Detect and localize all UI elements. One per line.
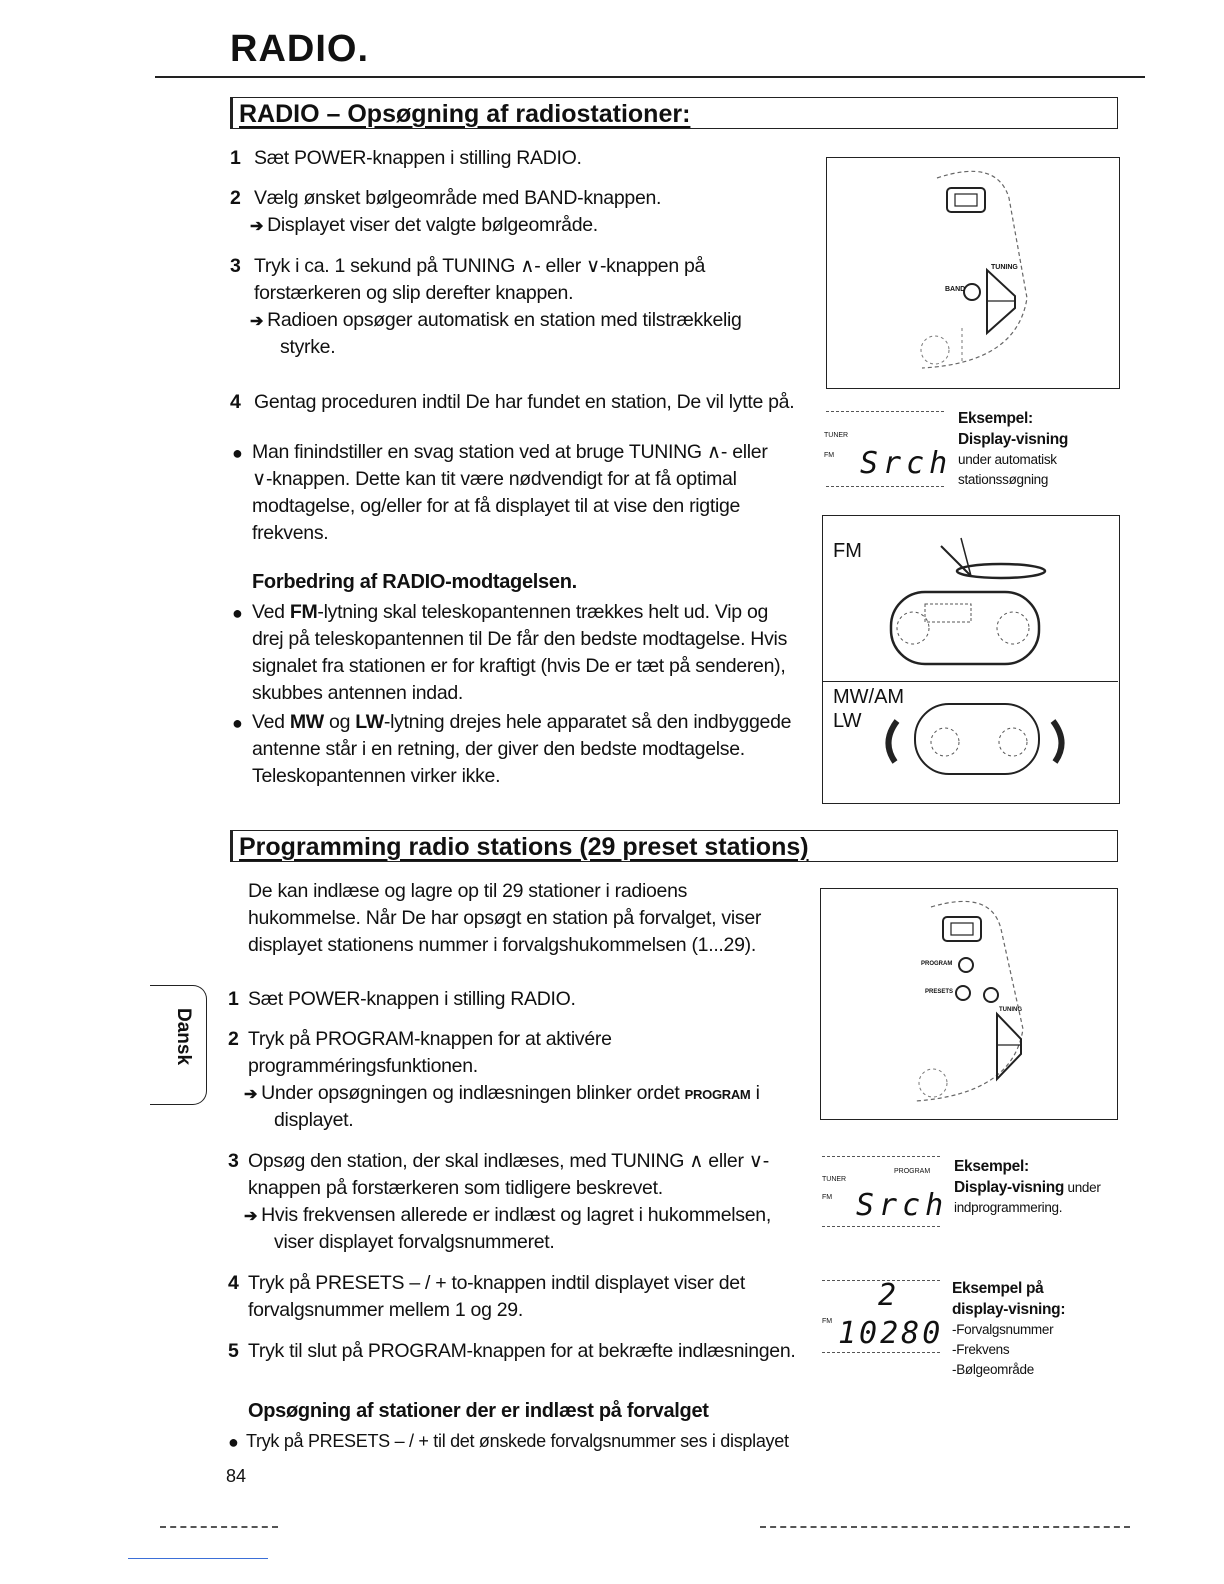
control-panel-drawing [827,158,1118,387]
lcd-fm-label: FM [822,1318,833,1325]
step-3: 3 Tryk i ca. 1 sekund på TUNING ∧- eller ∨-knappen på forstærkeren og slip derefter knappen. ➔ Radioen opsøger automatisk en station med tilstrækkelig styrke. [230,255,742,358]
prog-step-4: 4 Tryk på PRESETS – / + to-knappen indtil displayet viser det forvalgsnummer mellem 1 og 29. [228,1272,745,1321]
figure-antenna [822,515,1120,804]
radio-icon [891,592,1039,664]
lcd-fm-label: FM [822,1194,833,1201]
bullet-icon: ● [232,713,243,733]
lcd-srch-text: Srch [856,1188,949,1223]
step-3-result: ➔ Radioen opsøger automatisk en station med tilstrækkelig [250,309,742,331]
display-icon [947,188,985,212]
programming-intro: De kan indlæse og lagre op til 29 stationer i radioens hukommelse. Når De har opsøgt en station på forvalget, viser displayet stationens nummer i forvalgshukommelsen (1...29). [248,880,762,956]
arrow-right-icon: ➔ [250,313,264,330]
lcd-preset-number: 2 [878,1278,897,1313]
lcd-srch-text: Srch [860,446,953,481]
band-button-icon [964,284,980,300]
scan-artifact-line [760,1526,1130,1528]
tuning-label: TUNING [999,1007,1022,1013]
presets-label: PRESETS [925,989,954,995]
prog-step-1: 1 Sæt POWER-knappen i stilling RADIO. [228,988,576,1010]
lcd-program-label: PROGRAM [894,1168,931,1175]
arrow-right-icon: ➔ [244,1086,258,1103]
fm-label: FM [833,540,862,562]
step-4: 4 Gentag proceduren indtil De har fundet en station, De vil lytte på. [230,391,795,413]
lcd-bottom-rule [822,1226,940,1227]
page-number: 84 [226,1466,247,1486]
prog-step-5: 5 Tryk til slut på PROGRAM-knappen for at bekræfte indlæsningen. [228,1340,796,1362]
lcd-tuner-label: TUNER [824,432,849,439]
rotate-left-icon [888,721,897,762]
language-tab [150,985,207,1105]
band-label: BAND [945,286,966,293]
prog-step-2: 2 Tryk på PROGRAM-knappen for at aktivére programméringsfunktionen. ➔ Under opsøgningen og indlæsningen blinker ordet PROGRAM i displayet. [228,1028,760,1131]
tuning-button-icon [997,1014,1021,1079]
subheading-presets: Opsøgning af stationer der er indlæst på forvalget [248,1400,709,1422]
lcd-fm-label: FM [824,452,835,459]
scan-artifact-blue-line [128,1558,268,1559]
lcd-tuner-label: TUNER [822,1176,847,1183]
bullet-fine-tuning: ● Man finindstiller en svag station ved at bruge TUNING ∧- eller ∨-knappen. Dette kan tit være nødvendigt for at få optimal modtagelse, og/eller for at få displayet til at vise den rigtige frekvens. [232,441,768,544]
prog-step-3: 3 Opsøg den station, der skal indlæses, med TUNING ∧ eller ∨- knappen på forstærkeren som tidligere beskrevet. ➔ Hvis frekvensen allerede er indlæst og lagret i hukommelsen, viser displayet forvalgsnummeret. [228,1150,771,1253]
radio-icon-2 [915,704,1039,774]
section-heading-programming: Programming radio stations (29 preset stations) [230,830,1118,862]
lcd-top-rule [822,1156,940,1157]
section-programming-body [228,878,808,1458]
bullet-mw-lw: ● Ved MW og LW-lytning drejes hele apparatet så den indbyggede antenne står i en retning, der giver den bedste modtagelse. Teleskopantennen virker ikke. [232,711,792,787]
figure-caption-search: Eksempel: Display-visning under automatisk stationssøgning [958,410,1069,487]
tuning-label: TUNING [991,264,1018,271]
arrow-right-icon: ➔ [250,218,264,235]
radio-drawing [823,516,1119,802]
figure-caption-preset: Eksempel på display-visning: -Forvalgsnummer -Frekvens -Bølgeområde [952,1280,1066,1377]
prog-step-2-result: ➔ Under opsøgningen og indlæsningen blinker ordet PROGRAM i [244,1082,760,1104]
arrow-right-icon: ➔ [244,1208,258,1225]
presets-plus-icon [984,988,998,1002]
rotate-right-icon [1053,721,1062,762]
bullet-presets: ● Tryk på PRESETS – / + til det ønskede forvalgsnummer ses i displayet [228,1428,808,1458]
program-label: PROGRAM [921,961,953,967]
program-button-icon [959,958,973,972]
lcd-frequency: 10280 [838,1316,944,1351]
figure-caption-program: Eksempel: Display-visning under indprogrammering. [954,1158,1101,1215]
lcd-bottom-rule [822,1352,940,1353]
prog-step-3-result: ➔ Hvis frekvensen allerede er indlæst og lagret i hukommelsen, [244,1204,771,1226]
bullet-icon: ● [228,1432,239,1452]
bullet-fm: ● Ved FM-lytning skal teleskopantennen trækkes helt ud. Vip og drej på teleskopantennen til De får den bedste modtagelse. Hvis signalet fra stationen er for kraftigt (hvis De er tæt på senderen), skubbes antennen indad. [232,601,788,704]
program-panel-drawing [821,889,1116,1118]
figure-program-panel [820,888,1118,1120]
lcd-bottom-rule [826,486,944,487]
section-search-steps [230,145,810,799]
bullet-icon: ● [232,443,243,463]
lw-label: LW [833,710,862,732]
language-tab-label: Dansk [173,1008,194,1066]
step-1: 1 Sæt POWER-knappen i stilling RADIO. [230,147,582,169]
scan-artifact-line [160,1526,278,1528]
figure-band-tuning-panel [826,157,1120,389]
title-rule [155,76,1145,78]
subheading-reception: Forbedring af RADIO-modtagelsen. [252,571,577,593]
display-icon [943,917,981,941]
presets-minus-icon [956,986,970,1000]
lcd-top-rule [826,411,944,412]
step-2-result: ➔ Displayet viser det valgte bølgeområde. [250,214,598,236]
section-heading-search: RADIO – Opsøgning af radiostationer: [230,97,1118,129]
step-2: 2 Vælg ønsket bølgeområde med BAND-knappen. ➔ Displayet viser det valgte bølgeområde. [230,185,810,253]
mw-am-label: MW/AM [833,686,905,708]
bullet-icon: ● [232,603,243,623]
page-title: RADIO. [230,28,369,70]
